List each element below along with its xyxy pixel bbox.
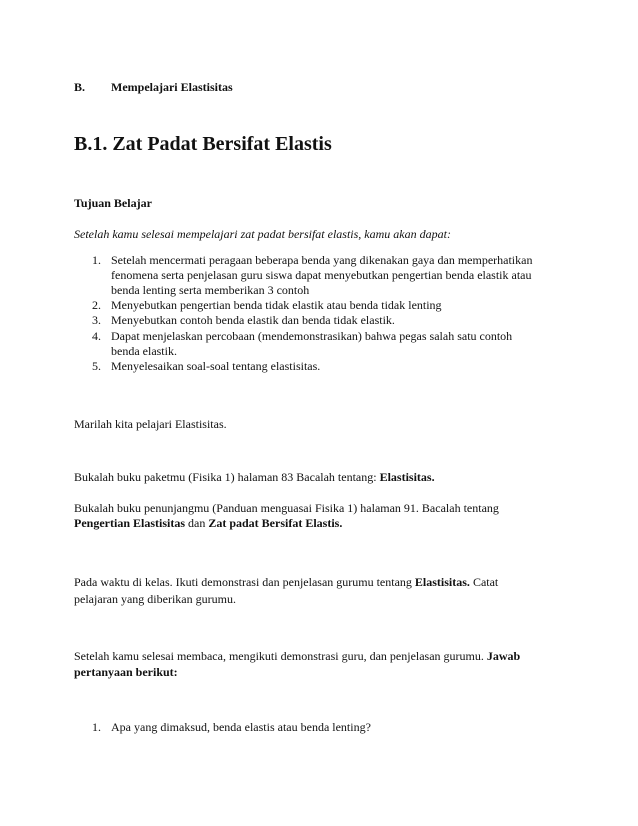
- paragraph-after-line2: pertanyaan berikut:: [74, 665, 178, 679]
- paragraph-after-line1: [74, 649, 520, 664]
- paragraph-text: Setelah kamu selesai membaca, mengikuti demonstrasi guru, dan penjelasan gurumu.: [74, 649, 487, 663]
- question-number: 1.: [92, 720, 101, 734]
- paragraph-bold: Zat padat Bersifat Elastis.: [208, 516, 343, 530]
- section-title: Mempelajari Elastisitas: [111, 80, 233, 94]
- paragraph-text: dan: [185, 516, 209, 530]
- paragraph-bold: Jawab: [486, 649, 521, 663]
- paragraph-text: Pada waktu di kelas. Ikuti demonstrasi dan penjelasan gurumu tentang: [74, 575, 415, 589]
- paragraph-class-line1: [74, 575, 498, 590]
- list-item-line: Menyelesaikan soal-soal tentang elastisitas.: [111, 359, 321, 373]
- list-item-number: 4.: [92, 329, 101, 343]
- objectives-intro: Setelah kamu selesai mempelajari zat padat bersifat elastis, kamu akan dapat:: [74, 227, 451, 241]
- list-item-line: benda lenting serta memberikan 3 contoh: [111, 283, 310, 297]
- section-letter: B.: [74, 80, 86, 94]
- list-item-line: Menyebutkan contoh benda elastik dan benda tidak elastik.: [111, 313, 395, 327]
- list-item-line: Setelah mencermati peragaan beberapa benda yang dikenakan gaya dan memperhatikan: [111, 253, 533, 267]
- list-item-number: 2.: [92, 298, 101, 312]
- list-item-number: 5.: [92, 359, 101, 373]
- paragraph-text: Catat: [469, 575, 499, 589]
- list-item-number: 3.: [92, 313, 101, 327]
- paragraph-lets-learn: Marilah kita pelajari Elastisitas.: [74, 417, 227, 431]
- list-item-line: benda elastik.: [111, 344, 177, 358]
- paragraph-bold: Elastisitas.: [379, 470, 435, 484]
- page-heading: B.1. Zat Padat Bersifat Elastis: [74, 133, 332, 155]
- paragraph-supplement-line1: Bukalah buku penunjangmu (Panduan menguasai Fisika 1) halaman 91. Bacalah tentang: [74, 501, 499, 515]
- paragraph-bold: Elastisitas.: [414, 575, 470, 589]
- paragraph-bold: Pengertian Elastisitas: [74, 516, 185, 530]
- paragraph-text: Bukalah buku paketmu (Fisika 1) halaman 83 Bacalah tentang:: [74, 470, 380, 484]
- paragraph-textbook: [74, 470, 435, 485]
- list-item-line: fenomena serta penjelasan guru siswa dapat menyebutkan pengertian benda elastik atau: [111, 268, 532, 282]
- objectives-label: Tujuan Belajar: [74, 196, 152, 210]
- paragraph-supplement-line2: [74, 516, 342, 531]
- paragraph-class-line2: pelajaran yang diberikan gurumu.: [74, 592, 236, 606]
- list-item-line: Dapat menjelaskan percobaan (mendemonstrasikan) bahwa pegas salah satu contoh: [111, 329, 513, 343]
- question-text: Apa yang dimaksud, benda elastis atau benda lenting?: [111, 720, 371, 734]
- list-item-number: 1.: [92, 253, 101, 267]
- list-item-line: Menyebutkan pengertian benda tidak elastik atau benda tidak lenting: [111, 298, 442, 312]
